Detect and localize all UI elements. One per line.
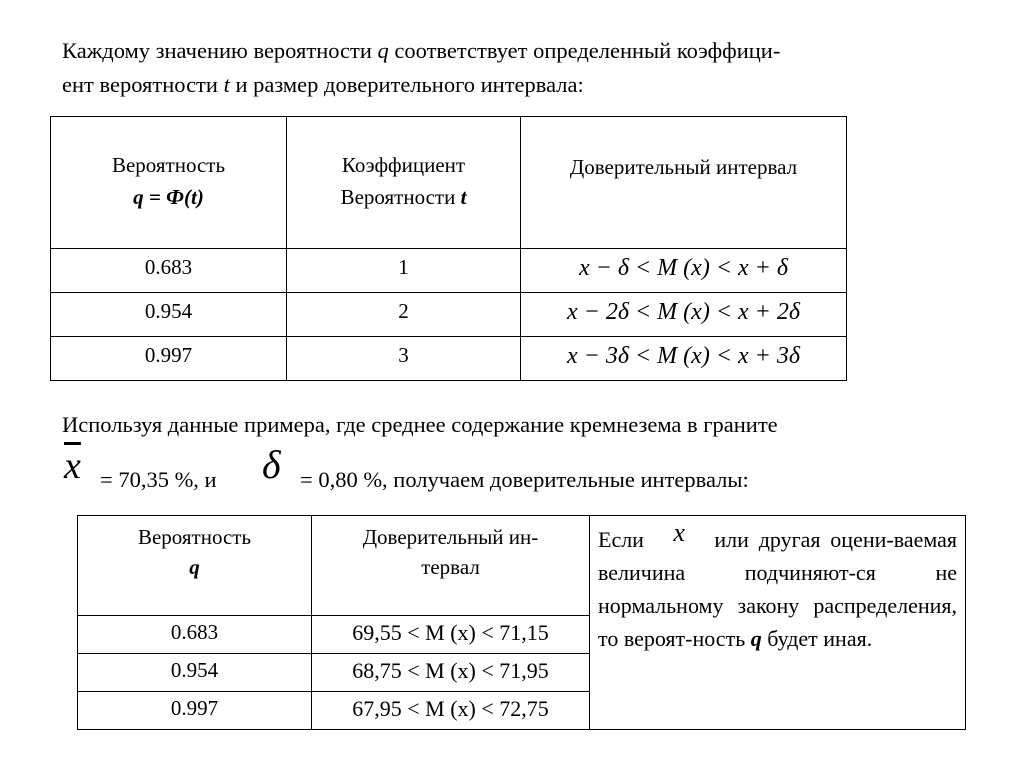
prob-cell: 0.954 (78, 654, 312, 692)
header-formula: q = Ф(t) (133, 185, 204, 209)
note-cell (590, 516, 966, 730)
note-x: x (673, 518, 685, 547)
intro-text: соответствует определенный коэффици- (388, 38, 781, 63)
interval-cell: 69,55 < M (x) < 71,15 (312, 616, 590, 654)
interval-cell: 68,75 < M (x) < 71,95 (312, 654, 590, 692)
probability-table (50, 116, 847, 381)
confidence-table (77, 515, 966, 730)
prob-cell: 0.997 (78, 692, 312, 730)
interval-x: (x) (683, 255, 710, 281)
intro-text: ент вероятности (62, 72, 224, 97)
intro-text: Каждому значению вероятности (62, 38, 378, 63)
header-interval (312, 516, 590, 616)
delta-symbol: δ (262, 442, 281, 487)
interval-left: x − 3δ < (566, 343, 658, 369)
coef-cell: 1 (287, 249, 521, 293)
x-value-text (100, 463, 217, 497)
note-text: Если (598, 527, 644, 552)
table-row (51, 249, 847, 293)
interval-cell (521, 337, 847, 381)
interval-left: x − δ < (578, 255, 658, 281)
header-text: Вероятность (111, 153, 226, 177)
interval-x: (x) (683, 299, 710, 325)
header-probability (78, 516, 312, 616)
interval-cell (521, 293, 847, 337)
header-text: Доверительный интервал (569, 155, 798, 179)
table-header-row (78, 516, 966, 616)
interval-x: (x) (683, 343, 710, 369)
prob-cell: 0.683 (51, 249, 287, 293)
interval-m: M (657, 255, 678, 281)
interval-cell: 67,95 < M (x) < 72,75 (312, 692, 590, 730)
header-interval (521, 117, 847, 249)
header-text: Вероятность (137, 525, 252, 549)
interval-m: M (657, 343, 678, 369)
delta-value: = 0,80 %, получаем доверительные интервалы: (300, 467, 749, 492)
table-header-row (51, 117, 847, 249)
delta-value-text (300, 463, 749, 497)
intro-q: q (377, 38, 389, 63)
header-probability (51, 117, 287, 249)
x-bar-symbol: $\overline{x}$ (64, 445, 81, 487)
header-t: t (460, 185, 467, 209)
header-coefficient (287, 117, 521, 249)
header-q: q (189, 555, 200, 579)
intro-paragraph (62, 34, 780, 102)
table-row (51, 293, 847, 337)
x-value: = 70,35 %, и (100, 467, 217, 492)
interval-right: < x + 3δ (709, 343, 801, 369)
interval-left: x − 2δ < (566, 299, 658, 325)
prob-cell: 0.954 (51, 293, 287, 337)
header-text: Коэффициент (341, 153, 466, 177)
intro-t: t (223, 72, 230, 97)
prob-cell: 0.683 (78, 616, 312, 654)
interval-m: M (657, 299, 678, 325)
interval-cell (521, 249, 847, 293)
prob-cell: 0.997 (51, 337, 287, 381)
example-paragraph: Используя данные примера, где среднее содержание кремнезема в граните (62, 412, 778, 437)
header-text: тервал (421, 555, 480, 579)
interval-right: < x + 2δ (709, 299, 801, 325)
header-text: Вероятности (340, 185, 461, 209)
interval-right: < x + δ (709, 255, 789, 281)
coef-cell: 3 (287, 337, 521, 381)
table-row (51, 337, 847, 381)
note-q: q (750, 626, 762, 651)
note-text: или другая оцени-ваемая величина подчиняют-ся не нормальному закону распределения, то вероят-ность (598, 527, 958, 651)
intro-text: и размер доверительного интервала: (229, 72, 584, 97)
note-text: будет иная. (761, 626, 873, 651)
header-text: Доверительный ин- (362, 525, 539, 549)
coef-cell: 2 (287, 293, 521, 337)
